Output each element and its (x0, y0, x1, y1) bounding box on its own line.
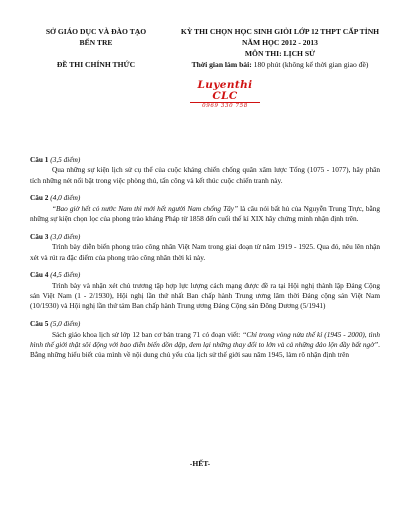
question-text: Trình bày diễn biến phong trào công nhân Việt Nam trong giai đoạn từ năm 1919 - 1925. Qua đó, nêu lên nhận xét và rút ra đặc điểm của phong trào công nhân thời kì này. (30, 242, 380, 262)
header-right (174, 26, 386, 70)
question-text (30, 204, 380, 225)
question-title: Câu 4 (30, 270, 49, 280)
question-title: Câu 5 (30, 319, 49, 329)
question-quote: “Chỉ trong vòng nửa thế kỉ (1945 - 2000), tình hình thế giới thật sôi động với bao diễn biến dồn dập, đem lại những thay đổi to lớn và cả những đảo lộn đầy bất ngờ” (30, 329, 380, 349)
watermark-phone: 0969 330 758 (202, 103, 248, 109)
question-points: (5,0 điểm) (50, 319, 81, 329)
watermark-logo (184, 80, 266, 110)
exam-duration (174, 59, 386, 70)
header-left (22, 26, 170, 70)
question-quote: “Bao giờ hết cỏ nước Nam thì mới hết người Nam chống Tây” (52, 203, 239, 213)
exam-subject: MÔN THI: LỊCH SỬ (244, 49, 316, 58)
question-4 (30, 270, 380, 311)
department-name: SỞ GIÁO DỤC VÀ ĐÀO TẠO (45, 27, 147, 36)
question-2 (30, 193, 380, 224)
question-points: (4,5 điểm) (50, 270, 81, 280)
question-points: (4,0 điểm) (50, 193, 81, 203)
question-text: Trình bày và nhận xét chủ trương tập hợp lực lượng cách mạng được đề ra tại Hội nghị thành lập Đảng Cộng sản Việt Nam (1 - 2/1930), Hội nghị lần thứ nhất Ban chấp hành Trung ương lâm thời Đảng cộng sản Việt Nam (10/1930) và Hội nghị lần thứ tám Ban chấp hành Trung ương Đảng Cộng sản Đông Dương (5/1941) (30, 280, 380, 311)
time-value: 180 phút (không kể thời gian giao đề) (253, 60, 369, 69)
question-title: Câu 2 (30, 193, 49, 203)
question-title: Câu 3 (30, 231, 49, 241)
exam-title: KỲ THI CHỌN HỌC SINH GIỎI LỚP 12 THPT CẤP TỈNH (180, 27, 380, 36)
official-exam-label: ĐỀ THI CHÍNH THỨC (56, 60, 136, 69)
question-body: là câu nói bất hủ của Nguyễn Trung Trực, bằng những sự kiện chọn lọc của phong trào kháng Pháp từ 1858 đến cuối thế kỉ XIX hãy chứng minh nhận định trên. (30, 203, 381, 224)
exam-questions (30, 155, 380, 368)
question-body-before: Sách giáo khoa lịch sử lớp 12 ban cơ bản trang 71 có đoạn viết: (52, 329, 243, 339)
question-1 (30, 155, 380, 186)
question-title: Câu 1 (30, 155, 49, 164)
school-year: NĂM HỌC 2012 - 2013 (242, 38, 318, 47)
question-3 (30, 232, 380, 263)
question-body-after: . Bằng những hiểu biết của mình về nội dung chủ yếu của lịch sử thế giới sau năm 1945, làm rõ nhận định trên (30, 339, 380, 360)
department-province: BẾN TRE (79, 38, 113, 47)
time-label: Thời gian làm bài: (191, 60, 252, 69)
question-5 (30, 319, 380, 360)
question-text: Qua những sự kiện lịch sử cụ thể của cuộc kháng chiến chống quân xâm lược Tống (1075 - 1077), hãy phân tích những nét nổi bật trong việc phòng thủ, tấn công và kết thúc cuộc chiến tranh này. (30, 165, 380, 185)
question-points: (3,5 điểm) (50, 155, 81, 164)
question-points: (3,0 điểm) (50, 231, 81, 241)
question-text (30, 330, 380, 361)
watermark-title: Luyenthi CLC (197, 79, 253, 102)
end-marker: -HẾT- (189, 459, 211, 468)
